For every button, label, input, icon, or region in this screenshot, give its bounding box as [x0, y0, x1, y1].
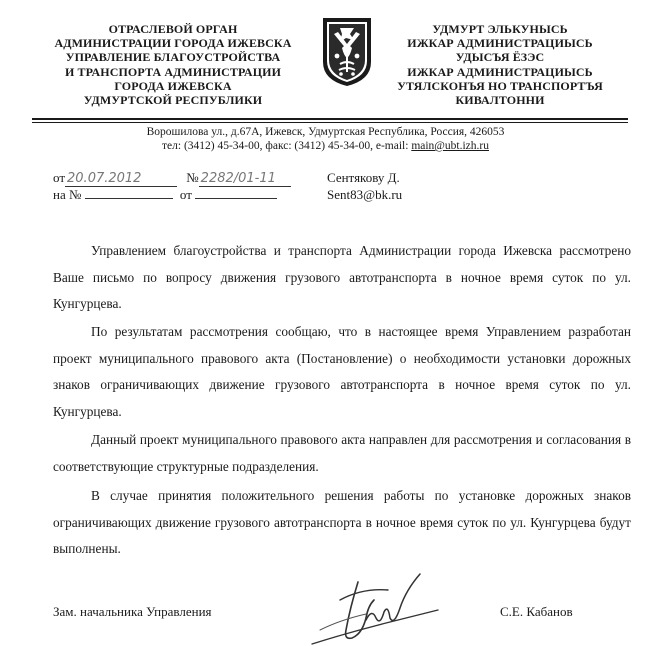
header-right-line: УДМУРТ ЭЛЬКУНЫСЬ: [432, 22, 568, 36]
body-paragraph-2: По результатам рассмотрения сообщаю, что в настоящее время Управлением разработан проект муниципального правового акта (Постановление) о необходимости установки дорожных знаков ограничивающих движение грузового автотранспорта в ночное время суток по ул. Кунгурцева.: [53, 324, 631, 419]
header-right-line: УДЫСЪЯ ЁЗЭС: [455, 50, 545, 65]
address-line: Ворошилова ул., д.67А, Ижевск, Удмуртская Республика, Россия, 426053: [146, 126, 505, 138]
contact-line: [0, 139, 651, 153]
body-paragraph-3: Данный проект муниципального правового акта направлен для рассмотрения и согласования в соответствующие структурные подразделения.: [53, 432, 631, 474]
header-left-line: ОТРАСЛЕВОЙ ОРГАН: [108, 22, 238, 36]
body-paragraph-4: В случае принятия положительного решения работы по установке дорожных знаков ограничивающих движение грузового автотранспорта в ночное время суток по ул. Кунгурцева будут выполнены.: [53, 488, 631, 556]
header-left-block: [38, 22, 308, 107]
header-right-line: ИЖКАР АДМИНИСТРАЦИЫСЬ: [407, 64, 593, 79]
recipient-email: Sent83@bk.ru: [327, 187, 403, 202]
recipient-name: Сентякову Д.: [327, 170, 400, 185]
incoming-reference: [53, 187, 277, 203]
header-left-line: УПРАВЛЕНИЕ БЛАГОУСТРОЙСТВА: [65, 50, 281, 65]
number-handwritten: 2282/01-11: [199, 172, 291, 187]
header-divider-thick: [32, 118, 628, 120]
incoming-date-blank: [195, 187, 277, 199]
header-right-line: УТЯЛСКОНЪЯ НО ТРАНСПОРТЪЯ: [397, 78, 603, 93]
header-right-block: [364, 22, 636, 107]
header-left-line: УДМУРТСКОЙ РЕСПУБЛИКИ: [83, 93, 263, 108]
header-left-line: ГОРОДА ИЖЕВСКА: [114, 78, 232, 93]
header-left-line: АДМИНИСТРАЦИИ ГОРОДА ИЖЕВСКА: [54, 36, 292, 51]
incoming-number-label: на №: [53, 187, 82, 202]
email-link[interactable]: main@ubt.izh.ru: [411, 140, 489, 152]
handwritten-signature-icon: [310, 560, 440, 646]
number-label: №: [186, 170, 199, 185]
signatory-name: С.Е. Кабанов: [500, 604, 573, 619]
header-right-line: ИЖКАР АДМИНИСТРАЦИЫСЬ: [407, 36, 593, 51]
incoming-number-blank: [85, 187, 173, 199]
header-left-line: И ТРАНСПОРТА АДМИНИСТРАЦИИ: [65, 64, 281, 79]
date-handwritten: 20.07.2012: [65, 172, 177, 187]
contact-phones: тел: (3412) 45-34-00, факс: (3412) 45-34-00, e-mail:: [162, 140, 412, 152]
outgoing-reference: [53, 170, 291, 187]
incoming-date-label: от: [179, 187, 192, 202]
from-label: от: [53, 170, 66, 185]
header-divider-thin: [32, 122, 628, 123]
signatory-position: Зам. начальника Управления: [53, 604, 212, 619]
body-paragraph-1: Управлением благоустройства и транспорта Администрации города Ижевска рассмотрено Ваше письмо по вопросу движения грузового автотранспорта в ночное время суток по ул. Кунгурцева.: [53, 243, 631, 311]
header-right-line: КИВАЛТОННИ: [455, 93, 545, 108]
